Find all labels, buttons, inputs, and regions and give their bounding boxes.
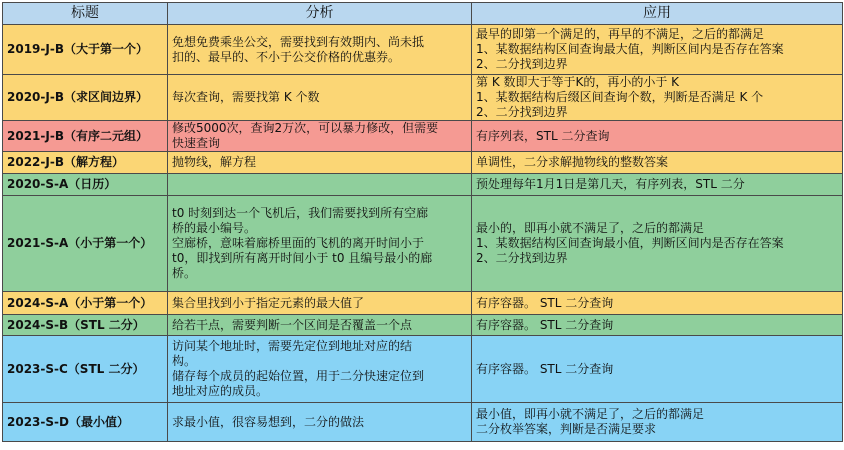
analysis-line: 修改5000次，查询2万次，可以暴力修改，但需要 — [172, 121, 439, 135]
analysis-cell[interactable] — [168, 174, 472, 196]
application-cell[interactable] — [472, 25, 843, 75]
analysis-line: 快速查询 — [172, 136, 221, 150]
application-cell[interactable] — [472, 336, 843, 403]
application-line: 有序列表，STL 二分查询 — [476, 128, 610, 143]
application-cell[interactable] — [472, 403, 843, 442]
header-analysis[interactable]: 分析 — [168, 3, 472, 25]
application-line: 1、某数据结构区间查询最大值，判断区间内是否存在答案 — [476, 42, 784, 56]
analysis-line: 给若干点，需要判断一个区间是否覆盖一个点 — [172, 317, 413, 332]
analysis-cell[interactable] — [168, 121, 472, 152]
title-cell[interactable]: 2020-S-A（日历） — [3, 174, 168, 196]
analysis-cell[interactable] — [168, 292, 472, 315]
analysis-line: 抛物线，解方程 — [172, 155, 257, 169]
application-line: 2、二分找到边界 — [476, 105, 568, 119]
analysis-cell[interactable] — [168, 403, 472, 442]
application-line: 第 K 数即大于等于K的，再小的小于 K — [476, 75, 680, 89]
title-cell[interactable]: 2021-J-B（有序二元组） — [3, 121, 168, 152]
analysis-cell[interactable] — [168, 315, 472, 336]
table-row — [3, 403, 843, 442]
table-row — [3, 75, 843, 121]
application-cell[interactable] — [472, 152, 843, 174]
title-cell[interactable]: 2024-S-A（小于第一个） — [3, 292, 168, 315]
analysis-cell[interactable] — [168, 75, 472, 121]
analysis-line: 桥的最小编号。 — [172, 221, 257, 235]
application-cell[interactable] — [472, 121, 843, 152]
analysis-line: 构。 — [172, 354, 197, 368]
application-cell[interactable] — [472, 315, 843, 336]
analysis-cell[interactable] — [168, 336, 472, 403]
application-line: 单调性，二分求解抛物线的整数答案 — [476, 155, 669, 169]
title-cell[interactable]: 2022-J-B（解方程） — [3, 152, 168, 174]
analysis-line: t0，即找到所有离开时间小于 t0 且编号最小的廊 — [172, 251, 433, 265]
application-cell[interactable] — [472, 196, 843, 292]
analysis-line: 免想免费乘坐公交，需要找到有效期内、尚未抵 — [172, 34, 425, 49]
application-line: 最早的即第一个满足的，再早的不满足，之后的都满足 — [476, 27, 765, 41]
analysis-cell[interactable] — [168, 152, 472, 174]
analysis-line: 集合里找到小于指定元素的最大值了 — [172, 295, 365, 310]
table-row — [3, 152, 843, 174]
table-row — [3, 315, 843, 336]
analysis-cell[interactable] — [168, 25, 472, 75]
header-application[interactable]: 应用 — [472, 3, 843, 25]
application-line: 最小值，即再小就不满足了，之后的都满足 — [476, 407, 705, 421]
table-row — [3, 196, 843, 292]
application-line: 有序容器。 STL 二分查询 — [476, 361, 614, 376]
analysis-line: 储存每个成员的起始位置，用于二分快速定位到 — [172, 369, 425, 383]
title-cell[interactable]: 2020-J-B（求区间边界） — [3, 75, 168, 121]
application-cell[interactable] — [472, 292, 843, 315]
header-title[interactable]: 标题 — [3, 3, 168, 25]
application-line: 2、二分找到边界 — [476, 57, 568, 71]
application-line: 1、某数据结构区间查询最小值，判断区间内是否存在答案 — [476, 236, 784, 250]
analysis-line: 地址对应的成员。 — [172, 384, 269, 398]
analysis-line: 访问某个地址时，需要先定位到地址对应的结 — [172, 339, 413, 353]
application-line: 二分枚举答案，判断是否满足要求 — [476, 422, 657, 436]
application-line: 最小的，即再小就不满足了，之后的都满足 — [476, 221, 705, 235]
application-line: 2、二分找到边界 — [476, 251, 568, 265]
analysis-line: 求最小值，很容易想到，二分的做法 — [172, 414, 365, 429]
application-cell[interactable] — [472, 75, 843, 121]
binary-search-problems-table — [2, 2, 843, 442]
application-line: 预处理每年1月1日是第几天，有序列表，STL 二分 — [476, 177, 745, 191]
title-cell[interactable]: 2019-J-B（大于第一个） — [3, 25, 168, 75]
title-cell[interactable]: 2023-S-D（最小值） — [3, 403, 168, 442]
table-row — [3, 174, 843, 196]
table-row — [3, 121, 843, 152]
title-cell[interactable]: 2024-S-B（STL 二分） — [3, 315, 168, 336]
analysis-line: t0 时刻到达一个飞机后，我们需要找到所有空廊 — [172, 206, 429, 220]
table-row — [3, 336, 843, 403]
application-cell[interactable] — [472, 174, 843, 196]
analysis-cell[interactable] — [168, 196, 472, 292]
table-row — [3, 25, 843, 75]
header-row — [3, 3, 843, 25]
application-line: 有序容器。 STL 二分查询 — [476, 317, 614, 332]
title-cell[interactable]: 2023-S-C（STL 二分） — [3, 336, 168, 403]
analysis-line: 桥。 — [172, 266, 197, 280]
analysis-line: 扣的、最早的、不小于公交价格的优惠券。 — [172, 49, 401, 64]
analysis-line: 每次查询，需要找第 K 个数 — [172, 90, 320, 104]
table-row — [3, 292, 843, 315]
analysis-line: 空廊桥，意味着廊桥里面的飞机的离开时间小于 — [172, 236, 425, 250]
application-line: 有序容器。 STL 二分查询 — [476, 295, 614, 310]
title-cell[interactable]: 2021-S-A（小于第一个） — [3, 196, 168, 292]
application-line: 1、某数据结构后缀区间查询个数，判断是否满足 K 个 — [476, 90, 764, 104]
